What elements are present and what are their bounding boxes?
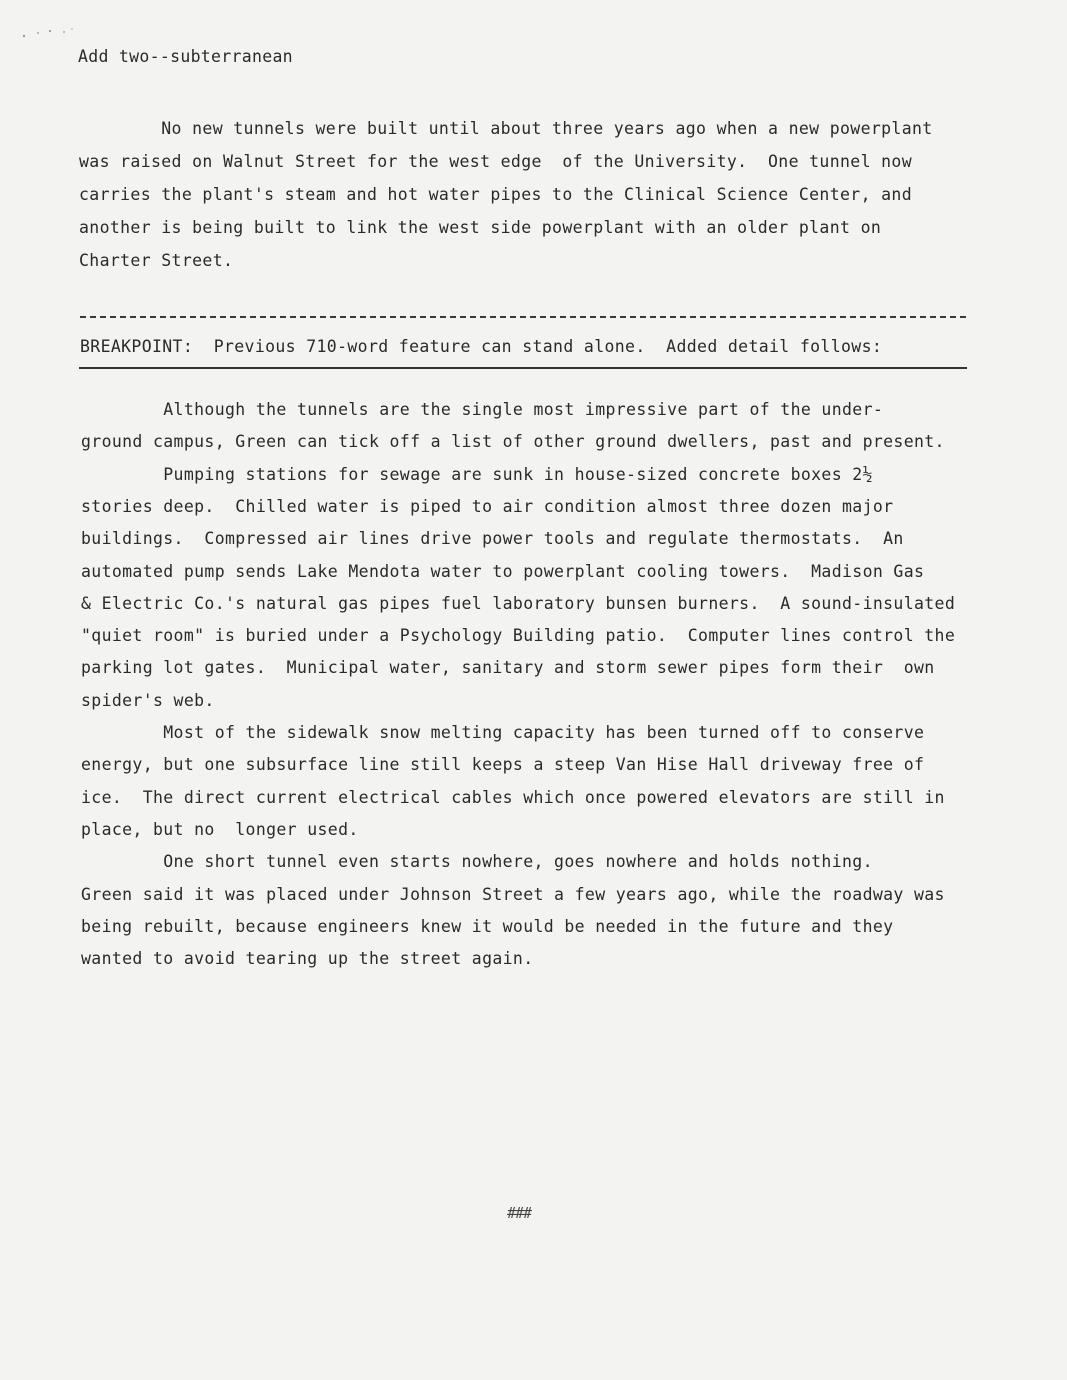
text-line: Although the tunnels are the single most impressive part of the under- bbox=[81, 400, 884, 419]
text-line: Pumping stations for sewage are sunk in house-sized concrete boxes 2½ bbox=[81, 464, 873, 484]
text-line: ice. The direct current electrical cables which once powered elevators are still in bbox=[81, 787, 945, 807]
text-line: was raised on Walnut Street for the west edge of the University. One tunnel now bbox=[79, 152, 912, 171]
breakpoint-note: BREAKPOINT: Previous 710-word feature can stand alone. Added detail follows: bbox=[80, 337, 883, 356]
text-line: stories deep. Chilled water is piped to air condition almost three dozen major bbox=[81, 496, 894, 516]
text-line: No new tunnels were built until about three years ago when a new powerplant bbox=[79, 119, 933, 138]
text-line: Green said it was placed under Johnson Street a few years ago, while the roadway was bbox=[81, 884, 945, 904]
text-line: buildings. Compressed air lines drive power tools and regulate thermostats. An bbox=[81, 529, 904, 549]
text-line: carries the plant's steam and hot water pipes to the Clinical Science Center, and bbox=[79, 185, 912, 204]
page-slug: Add two--subterranean bbox=[78, 47, 293, 66]
text-line: parking lot gates. Municipal water, sanitary and storm sewer pipes form their own bbox=[81, 658, 935, 678]
text-line: ground campus, Green can tick off a list of other ground dwellers, past and present. bbox=[81, 432, 945, 452]
text-line: place, but no longer used. bbox=[81, 819, 359, 839]
text-line: Most of the sidewalk snow melting capacity has been turned off to conserve bbox=[81, 723, 925, 742]
paper-smudge bbox=[18, 26, 78, 40]
text-line: energy, but one subsurface line still keeps a steep Van Hise Hall driveway free of bbox=[81, 755, 925, 775]
text-line: spider's web. bbox=[81, 690, 215, 710]
text-line: automated pump sends Lake Mendota water to powerplant cooling towers. Madison Gas bbox=[81, 561, 925, 581]
end-mark: ### bbox=[507, 1204, 532, 1222]
text-line: being rebuilt, because engineers knew it would be needed in the future and they bbox=[81, 916, 894, 936]
solid-divider bbox=[79, 367, 967, 369]
text-line: another is being built to link the west side powerplant with an older plant on bbox=[79, 218, 882, 237]
text-line: Charter Street. bbox=[79, 251, 234, 270]
dashed-divider bbox=[80, 316, 966, 318]
text-line: One short tunnel even starts nowhere, goes nowhere and holds nothing. bbox=[81, 852, 873, 872]
text-line: & Electric Co.'s natural gas pipes fuel laboratory bunsen burners. A sound-insulated bbox=[81, 593, 956, 613]
text-line: wanted to avoid tearing up the street again. bbox=[81, 949, 534, 969]
text-line: "quiet room" is buried under a Psychology Building patio. Computer lines control the bbox=[81, 626, 956, 646]
